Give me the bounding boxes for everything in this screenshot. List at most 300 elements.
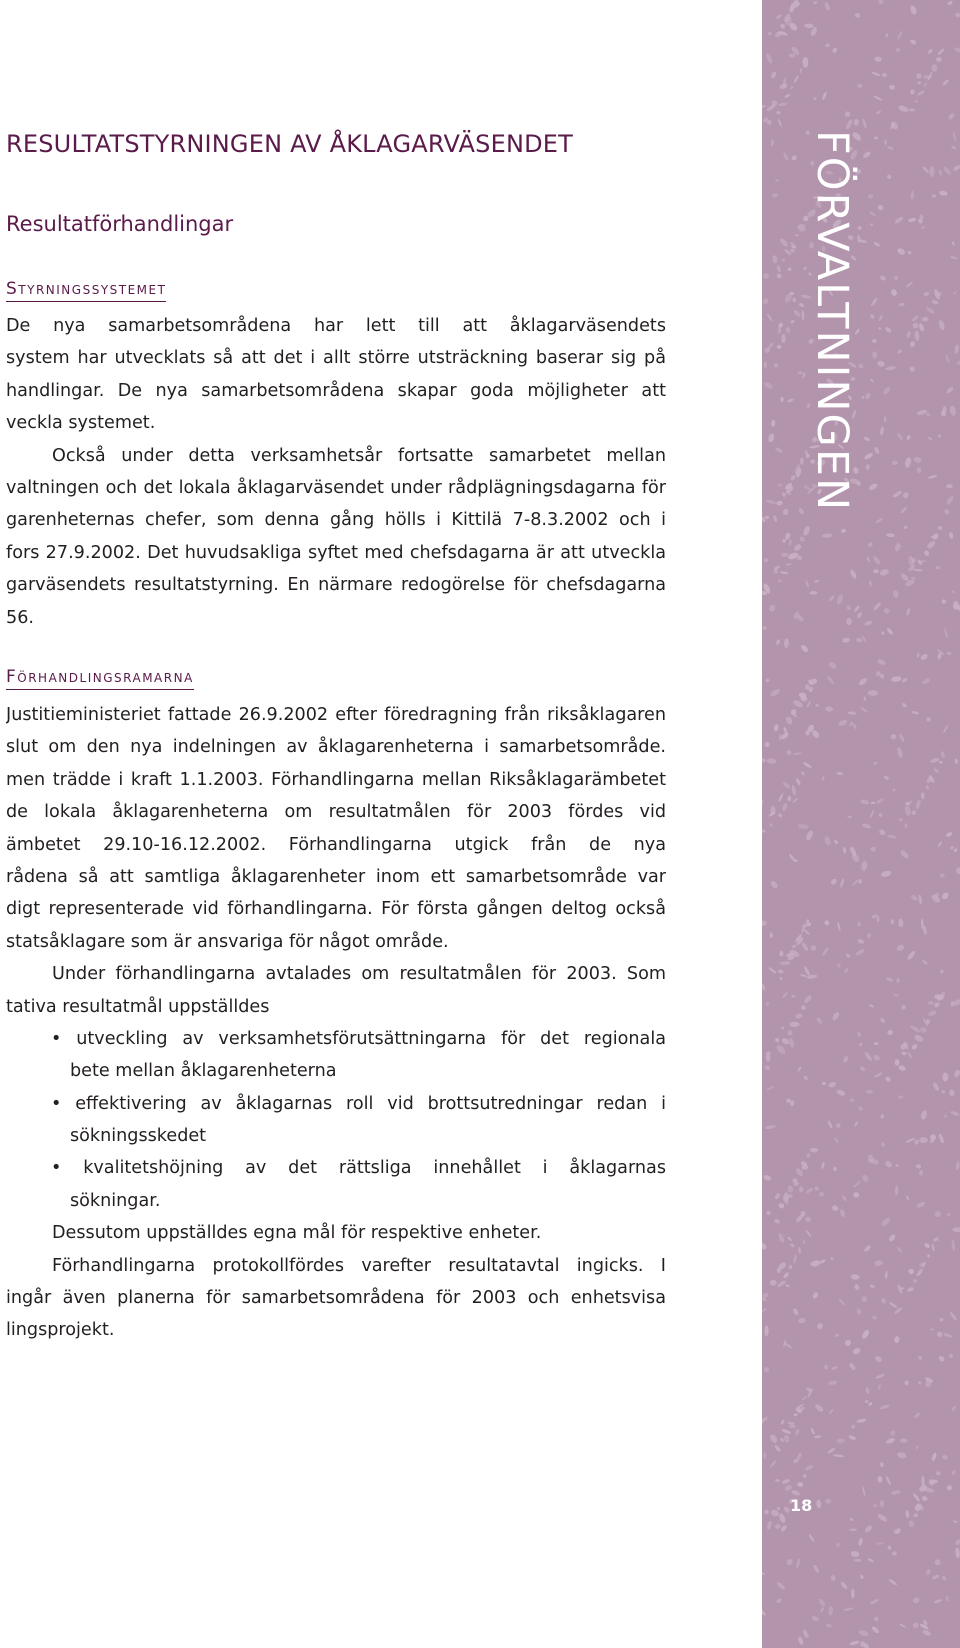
speckle-mark bbox=[780, 961, 791, 965]
speckle-mark bbox=[898, 303, 905, 307]
speckle-mark bbox=[867, 1558, 874, 1563]
speckle-mark bbox=[823, 835, 831, 846]
speckle-mark bbox=[885, 365, 896, 371]
speckle-mark bbox=[910, 89, 915, 95]
speckle-mark bbox=[791, 154, 798, 161]
speckle-mark bbox=[917, 1355, 922, 1360]
speckle-mark bbox=[877, 1476, 882, 1483]
speckle-mark bbox=[833, 839, 839, 845]
speckle-mark bbox=[803, 1474, 807, 1479]
speckle-mark bbox=[836, 1089, 846, 1097]
speckle-mark bbox=[858, 363, 864, 369]
speckle-mark bbox=[884, 326, 892, 334]
speckle-mark bbox=[782, 152, 789, 162]
speckle-mark bbox=[778, 1202, 785, 1209]
speckle-mark bbox=[917, 1380, 922, 1384]
speckle-mark bbox=[903, 525, 908, 529]
speckle-mark bbox=[791, 785, 797, 796]
speckle-mark bbox=[768, 32, 772, 36]
speckle-mark bbox=[786, 563, 792, 566]
speckle-mark bbox=[863, 1051, 873, 1062]
speckle-mark bbox=[925, 785, 929, 790]
speckle-mark bbox=[915, 1163, 922, 1169]
speckle-mark bbox=[884, 416, 887, 423]
speckle-mark bbox=[827, 1120, 833, 1129]
speckle-mark bbox=[833, 1167, 838, 1172]
speckle-mark bbox=[950, 845, 955, 850]
speckle-mark bbox=[779, 734, 782, 740]
speckle-mark bbox=[873, 136, 878, 140]
speckle-mark bbox=[787, 1185, 793, 1193]
speckle-mark bbox=[830, 878, 838, 886]
speckle-mark bbox=[784, 93, 791, 98]
speckle-mark bbox=[768, 604, 776, 613]
speckle-mark bbox=[916, 467, 922, 473]
speckle-mark bbox=[780, 571, 789, 575]
speckle-mark bbox=[874, 1260, 883, 1266]
speckle-mark bbox=[787, 1030, 793, 1037]
speckle-mark bbox=[784, 248, 793, 256]
speckle-mark bbox=[942, 1072, 948, 1081]
speckle-mark bbox=[844, 110, 852, 118]
speckle-mark bbox=[779, 1437, 785, 1443]
speckle-mark bbox=[847, 816, 851, 819]
speckle-mark bbox=[954, 1538, 960, 1546]
speckle-mark bbox=[770, 880, 779, 890]
speckle-mark bbox=[895, 1185, 899, 1196]
speckle-mark bbox=[868, 1402, 873, 1407]
speckle-mark bbox=[793, 309, 802, 318]
speckle-mark bbox=[942, 79, 950, 87]
speckle-mark bbox=[912, 1492, 920, 1502]
bullet-item-continuation: sökningsskedet bbox=[70, 1126, 207, 1147]
speckle-mark bbox=[909, 39, 916, 45]
speckle-mark bbox=[778, 969, 784, 974]
speckle-mark bbox=[921, 226, 925, 230]
text-line: lingsprojekt. bbox=[6, 1320, 115, 1341]
speckle-mark bbox=[880, 1217, 891, 1228]
speckle-mark bbox=[859, 1574, 864, 1579]
text-line: 56. bbox=[6, 607, 34, 628]
speckle-mark bbox=[797, 1636, 804, 1645]
speckle-mark bbox=[762, 1416, 768, 1425]
speckle-mark bbox=[861, 395, 864, 399]
speckle-mark bbox=[879, 568, 890, 577]
page-number: 18 bbox=[790, 1496, 813, 1515]
speckle-mark bbox=[802, 57, 808, 68]
speckle-mark bbox=[866, 556, 870, 563]
speckle-mark bbox=[762, 272, 769, 280]
speckle-mark bbox=[922, 166, 929, 174]
speckle-mark bbox=[786, 1558, 794, 1566]
speckle-mark bbox=[776, 265, 781, 272]
speckle-mark bbox=[825, 43, 830, 47]
speckle-mark bbox=[876, 658, 886, 666]
speckle-mark bbox=[916, 652, 919, 658]
speckle-mark bbox=[949, 405, 957, 416]
speckle-mark bbox=[869, 378, 874, 383]
speckle-mark bbox=[765, 1001, 770, 1006]
speckle-mark bbox=[856, 1418, 866, 1423]
speckle-mark bbox=[821, 947, 829, 957]
speckle-mark bbox=[787, 1422, 794, 1425]
speckle-mark bbox=[857, 1105, 863, 1111]
speckle-mark bbox=[776, 272, 783, 279]
speckle-mark bbox=[802, 1395, 808, 1401]
speckle-mark bbox=[917, 81, 921, 84]
speckle-mark bbox=[843, 968, 849, 974]
speckle-mark bbox=[849, 1517, 853, 1521]
speckle-mark bbox=[861, 1174, 870, 1183]
speckle-mark bbox=[830, 1575, 836, 1582]
speckle-mark bbox=[882, 386, 892, 396]
speckle-mark bbox=[816, 1499, 822, 1508]
speckle-mark bbox=[773, 724, 779, 732]
speckle-mark bbox=[770, 1460, 777, 1468]
speckle-mark bbox=[875, 517, 884, 523]
speckle-mark bbox=[788, 853, 796, 863]
speckle-mark bbox=[939, 969, 944, 974]
speckle-mark bbox=[941, 1454, 948, 1460]
speckle-mark bbox=[775, 1479, 780, 1482]
speckle-mark bbox=[931, 64, 938, 73]
speckle-mark bbox=[818, 1598, 826, 1607]
speckle-mark bbox=[762, 1307, 768, 1313]
text-line: Också under detta verksamhetsår fortsatte samarbetet mellan bbox=[52, 445, 666, 466]
speckle-mark bbox=[946, 651, 952, 656]
speckle-mark bbox=[794, 1428, 800, 1436]
speckle-mark bbox=[863, 1244, 872, 1253]
speckle-mark bbox=[839, 1209, 846, 1218]
speckle-mark bbox=[769, 687, 781, 697]
speckle-mark bbox=[766, 758, 776, 764]
speckle-mark bbox=[920, 1027, 927, 1033]
speckle-mark bbox=[884, 1160, 893, 1169]
speckle-mark bbox=[846, 604, 852, 610]
speckle-mark bbox=[857, 938, 865, 944]
speckle-mark bbox=[854, 1284, 860, 1291]
speckle-mark bbox=[946, 386, 955, 394]
speckle-mark bbox=[928, 1001, 934, 1005]
speckle-mark bbox=[777, 1232, 785, 1243]
speckle-mark bbox=[878, 314, 883, 322]
speckle-mark bbox=[856, 611, 863, 619]
speckle-mark bbox=[762, 799, 764, 806]
speckle-mark bbox=[789, 539, 792, 546]
speckle-mark bbox=[775, 1524, 781, 1530]
speckle-mark bbox=[956, 360, 960, 366]
speckle-mark bbox=[863, 697, 866, 702]
speckle-mark bbox=[764, 558, 769, 562]
text-line: de lokala åklagarenheterna om resultatmålen för 2003 fördes vid bbox=[6, 802, 666, 823]
speckle-mark bbox=[944, 628, 949, 639]
speckle-mark bbox=[896, 30, 903, 40]
speckle-mark bbox=[880, 1297, 887, 1304]
speckle-mark bbox=[859, 1065, 866, 1072]
speckle-mark bbox=[873, 446, 880, 455]
speckle-mark bbox=[874, 56, 882, 62]
speckle-mark bbox=[810, 944, 818, 952]
speckle-mark bbox=[912, 1597, 920, 1604]
speckle-mark bbox=[870, 223, 874, 226]
speckle-mark bbox=[774, 363, 778, 367]
speckle-mark bbox=[787, 1236, 792, 1242]
speckle-mark bbox=[864, 392, 871, 400]
speckle-mark bbox=[800, 644, 809, 654]
speckle-mark bbox=[854, 1559, 862, 1562]
speckle-mark bbox=[854, 13, 860, 19]
speckle-mark bbox=[845, 953, 851, 959]
bullet-item-continuation: bete mellan åklagarenheterna bbox=[70, 1061, 337, 1082]
speckle-mark bbox=[853, 1180, 861, 1188]
speckle-mark bbox=[880, 1114, 884, 1119]
speckle-mark bbox=[878, 0, 884, 4]
speckle-mark bbox=[836, 772, 843, 776]
speckle-mark bbox=[947, 112, 955, 120]
speckle-mark bbox=[849, 1640, 860, 1646]
speckle-mark bbox=[918, 323, 925, 332]
speckle-mark bbox=[874, 1616, 879, 1621]
speckle-mark bbox=[790, 474, 796, 481]
speckle-mark bbox=[835, 1122, 841, 1128]
speckle-mark bbox=[926, 539, 937, 550]
speckle-mark bbox=[776, 14, 783, 20]
speckle-mark bbox=[912, 322, 919, 329]
speckle-mark bbox=[876, 797, 885, 804]
speckle-mark bbox=[762, 1571, 765, 1575]
speckle-mark bbox=[856, 637, 863, 643]
speckle-mark bbox=[914, 1139, 920, 1145]
speckle-mark bbox=[868, 194, 873, 198]
speckle-mark bbox=[805, 580, 810, 588]
speckle-mark bbox=[935, 566, 940, 570]
speckle-mark bbox=[914, 100, 918, 104]
speckle-mark bbox=[937, 48, 944, 55]
speckle-mark bbox=[787, 398, 795, 403]
speckle-mark bbox=[790, 249, 795, 253]
speckle-mark bbox=[828, 1380, 837, 1385]
speckle-mark bbox=[798, 507, 805, 515]
speckle-mark bbox=[793, 1413, 797, 1416]
speckle-mark bbox=[888, 1233, 896, 1242]
heading-styrningssystemet: Styrningssystemet bbox=[6, 279, 166, 302]
speckle-mark bbox=[932, 1082, 940, 1092]
speckle-mark bbox=[873, 1054, 881, 1062]
speckle-mark bbox=[765, 1125, 776, 1130]
speckle-mark bbox=[849, 569, 857, 580]
speckle-mark bbox=[798, 1247, 801, 1254]
speckle-mark bbox=[907, 251, 911, 255]
speckle-mark bbox=[805, 1229, 812, 1237]
speckle-mark bbox=[871, 802, 876, 805]
speckle-mark bbox=[936, 57, 942, 62]
speckle-mark bbox=[852, 879, 859, 887]
speckle-mark bbox=[955, 1547, 960, 1558]
speckle-mark bbox=[797, 1482, 804, 1487]
speckle-mark bbox=[917, 90, 926, 97]
decorative-side-band bbox=[762, 0, 960, 1648]
speckle-mark bbox=[931, 194, 936, 198]
speckle-mark bbox=[838, 1298, 846, 1307]
speckle-mark bbox=[850, 1551, 859, 1558]
speckle-mark bbox=[905, 1510, 909, 1518]
speckle-mark bbox=[953, 291, 957, 295]
speckle-mark bbox=[867, 541, 873, 547]
speckle-mark bbox=[894, 1307, 903, 1315]
speckle-mark bbox=[925, 1568, 931, 1575]
speckle-mark bbox=[893, 994, 899, 997]
speckle-mark bbox=[776, 111, 781, 115]
speckle-mark bbox=[858, 1538, 864, 1547]
speckle-mark bbox=[896, 747, 904, 759]
speckle-mark bbox=[910, 341, 916, 348]
speckle-mark bbox=[763, 1174, 772, 1181]
speckle-mark bbox=[879, 1404, 889, 1410]
speckle-mark bbox=[930, 1134, 936, 1140]
speckle-mark bbox=[946, 484, 953, 488]
speckle-mark bbox=[864, 1524, 873, 1533]
speckle-mark bbox=[848, 1434, 856, 1440]
speckle-mark bbox=[865, 1387, 870, 1395]
speckle-mark bbox=[931, 1452, 937, 1462]
speckle-mark bbox=[913, 1513, 919, 1519]
speckle-mark bbox=[763, 1367, 769, 1374]
speckle-mark bbox=[816, 1322, 824, 1330]
speckle-mark bbox=[889, 1302, 898, 1309]
speckle-mark bbox=[908, 217, 917, 223]
text-line: valtningen och det lokala åklagarväsendet under rådplägningsdagarna för bbox=[6, 477, 666, 498]
speckle-mark bbox=[892, 1551, 898, 1556]
speckle-mark bbox=[781, 258, 786, 263]
speckle-mark bbox=[872, 351, 877, 359]
speckle-mark bbox=[831, 1011, 840, 1021]
speckle-mark bbox=[789, 1242, 795, 1248]
speckle-mark bbox=[837, 922, 842, 932]
text-line: veckla systemet. bbox=[6, 413, 156, 434]
speckle-mark bbox=[950, 1110, 960, 1116]
speckle-mark bbox=[765, 53, 773, 64]
speckle-mark bbox=[798, 823, 809, 829]
speckle-mark bbox=[915, 799, 921, 810]
speckle-mark bbox=[762, 983, 766, 991]
speckle-mark bbox=[799, 1186, 804, 1192]
speckle-mark bbox=[923, 291, 930, 296]
speckle-mark bbox=[849, 1529, 857, 1531]
speckle-mark bbox=[813, 0, 818, 4]
speckle-mark bbox=[941, 1575, 947, 1581]
speckle-mark bbox=[853, 119, 859, 127]
speckle-mark bbox=[767, 433, 775, 443]
speckle-mark bbox=[859, 1043, 863, 1047]
speckle-mark bbox=[914, 1412, 921, 1419]
speckle-mark bbox=[815, 704, 819, 707]
speckle-mark bbox=[884, 1271, 888, 1280]
speckle-mark bbox=[844, 1339, 852, 1347]
speckle-mark bbox=[880, 1500, 884, 1507]
speckle-mark bbox=[885, 1475, 892, 1485]
speckle-mark bbox=[818, 1191, 825, 1197]
speckle-mark bbox=[833, 1454, 844, 1458]
speckle-mark bbox=[871, 1625, 880, 1634]
speckle-mark bbox=[941, 599, 946, 604]
speckle-mark bbox=[907, 1268, 915, 1276]
speckle-mark bbox=[777, 118, 783, 128]
speckle-mark bbox=[936, 1331, 944, 1339]
speckle-mark bbox=[927, 1254, 930, 1257]
speckle-mark bbox=[951, 146, 957, 150]
speckle-mark bbox=[893, 275, 899, 281]
speckle-mark bbox=[904, 823, 907, 828]
speckle-mark bbox=[891, 1489, 901, 1495]
speckle-mark bbox=[799, 68, 802, 74]
speckle-mark bbox=[828, 1081, 837, 1088]
speckle-mark bbox=[869, 314, 875, 320]
speckle-mark bbox=[861, 1486, 866, 1497]
speckle-mark bbox=[814, 1435, 821, 1438]
paragraphs-forhandlingsramarna bbox=[6, 699, 666, 1347]
speckle-mark bbox=[938, 169, 943, 176]
text-line: ingår även planerna för samarbetsområdena för 2003 och enhetsvisa bbox=[6, 1288, 666, 1309]
speckle-mark bbox=[762, 757, 766, 763]
speckle-mark bbox=[887, 146, 894, 150]
speckle-mark bbox=[898, 733, 905, 742]
speckle-mark bbox=[802, 761, 812, 768]
text-line: statsåklagare som är ansvariga för något område. bbox=[6, 931, 449, 952]
speckle-mark bbox=[900, 506, 908, 514]
speckle-mark bbox=[946, 1484, 953, 1491]
speckle-mark bbox=[886, 627, 894, 635]
text-line: garväsendets resultatstyrning. En närmare redogörelse för chefsdagarna bbox=[6, 575, 666, 596]
speckle-mark bbox=[779, 23, 786, 30]
speckle-mark bbox=[810, 1148, 818, 1153]
speckle-mark bbox=[806, 700, 811, 707]
speckle-texture bbox=[762, 0, 960, 1648]
speckle-mark bbox=[942, 166, 952, 176]
speckle-mark bbox=[921, 1495, 928, 1502]
speckle-mark bbox=[862, 150, 872, 159]
speckle-mark bbox=[951, 241, 955, 246]
speckle-mark bbox=[776, 1506, 780, 1510]
speckle-mark bbox=[808, 1534, 815, 1543]
speckle-mark bbox=[896, 432, 904, 441]
speckle-mark bbox=[828, 661, 838, 670]
speckle-mark bbox=[896, 247, 906, 256]
speckle-mark bbox=[775, 1044, 787, 1056]
speckle-mark bbox=[892, 460, 899, 465]
speckle-mark bbox=[772, 568, 779, 575]
speckle-mark bbox=[945, 495, 955, 506]
speckle-mark bbox=[790, 708, 798, 716]
speckle-mark bbox=[896, 978, 900, 983]
speckle-mark bbox=[762, 1242, 768, 1250]
speckle-mark bbox=[952, 164, 960, 172]
speckle-mark bbox=[931, 299, 939, 305]
speckle-mark bbox=[861, 1329, 871, 1340]
speckle-mark bbox=[890, 734, 896, 740]
speckle-mark bbox=[883, 607, 890, 614]
speckle-mark bbox=[911, 315, 919, 323]
speckle-mark bbox=[853, 1192, 859, 1198]
speckle-mark bbox=[862, 118, 868, 129]
speckle-mark bbox=[923, 1242, 930, 1249]
speckle-mark bbox=[784, 1434, 791, 1442]
speckle-mark bbox=[948, 532, 953, 539]
speckle-mark bbox=[781, 553, 788, 557]
speckle-mark bbox=[907, 1052, 913, 1059]
speckle-mark bbox=[877, 204, 885, 212]
speckle-mark bbox=[896, 1451, 907, 1459]
speckle-mark bbox=[911, 711, 919, 715]
